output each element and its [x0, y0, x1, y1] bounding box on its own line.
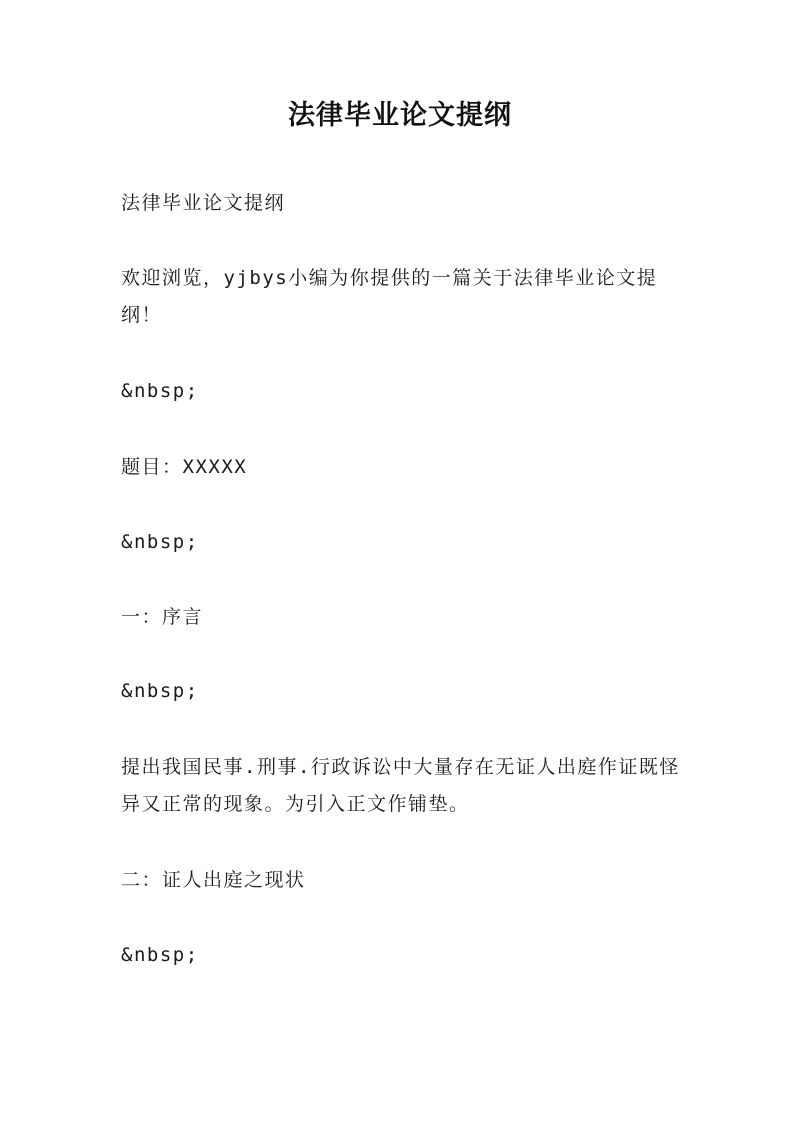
- paragraph-subtitle: 法律毕业论文提纲: [121, 192, 286, 214]
- document-title: 法律毕业论文提纲: [288, 100, 512, 131]
- paragraph-topic: 题目：XXXXX: [121, 456, 248, 478]
- paragraph-nbsp-1: &nbsp;: [121, 380, 199, 402]
- paragraph-nbsp-2: &nbsp;: [121, 531, 199, 553]
- paragraph-welcome: 欢迎浏览，yjbys小编为你提供的一篇关于法律毕业论文提纲！: [121, 267, 658, 326]
- paragraph-nbsp-3: &nbsp;: [121, 680, 199, 702]
- section-heading-witness-status: 二：证人出庭之现状: [121, 869, 306, 891]
- paragraph-preface-body: 提出我国民事.刑事.行政诉讼中大量存在无证人出庭作证既怪异又正常的现象。为引入正文作铺垫。: [121, 756, 680, 815]
- paragraph-nbsp-4: &nbsp;: [121, 944, 199, 966]
- section-heading-preface: 一：序言: [121, 606, 204, 628]
